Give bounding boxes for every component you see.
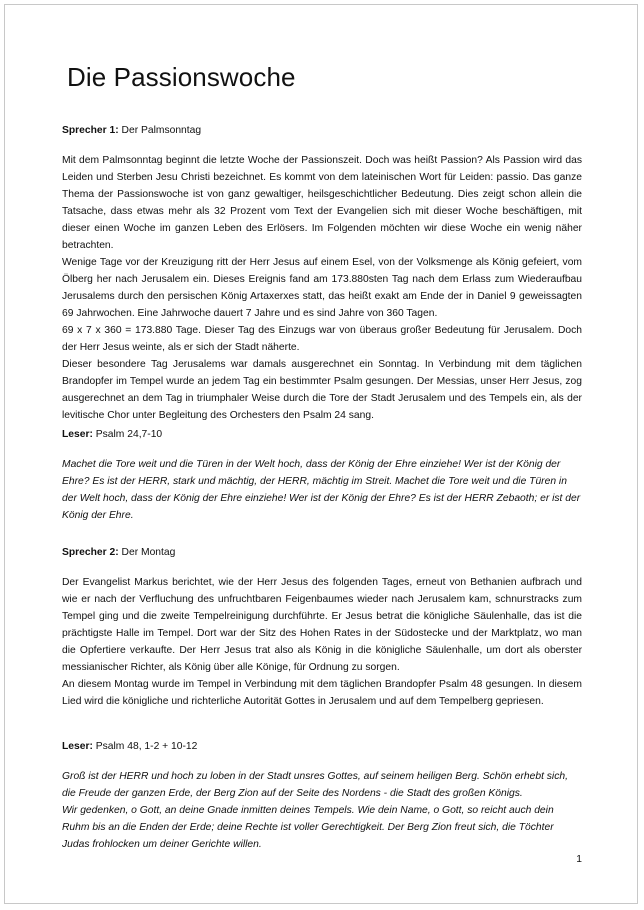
- section-subtitle: Der Montag: [118, 547, 176, 558]
- section-body: [62, 152, 582, 424]
- section-palmsonntag: [62, 122, 582, 424]
- quote-paragraph: Groß ist der HERR und hoch zu loben in der Stadt unsres Gottes, auf seinem heiligen Berg. Schön erhebt sich, die Freude der ganzen Erde, der Berg Zion auf der Seite des Nordens - die Stadt des großen Königs.: [62, 771, 568, 799]
- speaker-label: Sprecher 1:: [62, 125, 119, 136]
- scripture-quote: [62, 768, 582, 853]
- paragraph: Mit dem Palmsonntag beginnt die letzte Woche der Passionszeit. Doch was heißt Passion? Als Passion wird das Leiden und Sterben Jesu Christi bezeichnet. Es kommt von dem lateinischen Wort für Leiden: passio. Das ganze Thema der Passionswoche ist von ganz gewaltiger, heilsgeschichtlicher Bedeutung. Dies zeigt schon allein die Tatsache, dass etwas mehr als 32 Prozent vom Text der Evangelien sich mit dieser Woche beschäftigen, mit dieser einen Woche im ganzen Leben des Erlösers. Im Folgenden möchten wir diese Woche ein wenig näher betrachten.: [62, 155, 582, 251]
- scripture-quote: [62, 456, 582, 524]
- section-montag: [62, 544, 582, 710]
- section-body: [62, 574, 582, 710]
- paragraph: 69 x 7 x 360 = 173.880 Tage. Dieser Tag des Einzugs war von überaus großer Bedeutung für Jerusalem. Doch der Herr Jesus weinte, als er sich der Stadt näherte.: [62, 325, 582, 353]
- paragraph: Dieser besondere Tag Jerusalems war damals ausgerechnet ein Sonntag. In Verbindung mit dem täglichen Brandopfer im Tempel wurde an jedem Tag ein bestimmter Psalm gesungen. Der Messias, unser Herr Jesus, zog ausgerechnet an dem Tag in triumphaler Weise durch die Tore der Stadt Jerusalem und des Tempels ein, als der levitische Chor unter Begleitung des Orchesters den Psalm 24 sang.: [62, 359, 582, 421]
- reader-label: Leser:: [62, 429, 93, 440]
- section-heading: [62, 122, 582, 139]
- section-heading: [62, 426, 582, 443]
- page-number: 1: [576, 854, 582, 865]
- section-subtitle: Psalm 24,7-10: [92, 429, 163, 440]
- paragraph: An diesem Montag wurde im Tempel in Verbindung mit dem täglichen Brandopfer Psalm 48 gesungen. In diesem Lied wird die königliche und richterliche Autorität Gottes in Jerusalem und auf dem Tempelberg gepriesen.: [62, 679, 582, 707]
- quote-paragraph: Machet die Tore weit und die Türen in der Welt hoch, dass der König der Ehre einziehe! Wer ist der König der Ehre? Es ist der HERR, stark und mächtig, der HERR, mächtig im Streit. Machet die Tore weit und die Türen in der Welt hoch, dass der König der Ehre einziehe! Wer ist der König der Ehre? Es ist der HERR Zebaoth; er ist der König der Ehre.: [62, 459, 581, 521]
- section-heading: [62, 544, 582, 561]
- speaker-label: Sprecher 2:: [62, 547, 119, 558]
- section-psalm-48: [62, 738, 582, 853]
- paragraph: Wenige Tage vor der Kreuzigung ritt der Herr Jesus auf einem Esel, von der Volksmenge als König gefeiert, vom Ölberg her nach Jerusalem ein. Dieses Ereignis fand am 173.880sten Tag nach dem Erlass zum Wiederaufbau Jerusalems durch den persischen König Artaxerxes statt, das heißt exakt am Ende der in Daniel 9 geweissagten 69 Jahrwochen. Eine Jahrwoche dauert 7 Jahre und es sind Jahre von 360 Tagen.: [62, 257, 582, 319]
- section-subtitle: Psalm 48, 1-2 + 10-12: [92, 741, 198, 752]
- section-heading: [62, 738, 582, 755]
- page-title: Die Passionswoche: [67, 62, 296, 92]
- section-psalm-24: [62, 426, 582, 524]
- reader-label: Leser:: [62, 741, 93, 752]
- section-subtitle: Der Palmsonntag: [118, 125, 202, 136]
- quote-paragraph: Wir gedenken, o Gott, an deine Gnade inmitten deines Tempels. Wie dein Name, o Gott, so reicht auch dein Ruhm bis an die Enden der Erde; deine Rechte ist voller Gerechtigkeit. Der Berg Zion freut sich, die Töchter Judas frohlocken um deiner Gerichte willen.: [62, 805, 554, 850]
- paragraph: Der Evangelist Markus berichtet, wie der Herr Jesus des folgenden Tages, erneut von Bethanien aufbrach und wie er nach der Verfluchung des unfruchtbaren Feigenbaumes wieder nach Jerusalem kam, schnurstracks zum Tempel ging und die zweite Tempelreinigung durchführte. Er Jesus betrat die königliche Säulenhalle, das ist die prächtigste Halle im Tempel. Dort war der Sitz des Hohen Rates in der Südostecke und der Marktplatz, wo man die Opfertiere verkaufte. Der Herr Jesus trat also als König in die königliche Säulenhalle, um dort als oberster messianischer Richter, als König über alle Könige, für Ordnung zu sorgen.: [62, 577, 582, 673]
